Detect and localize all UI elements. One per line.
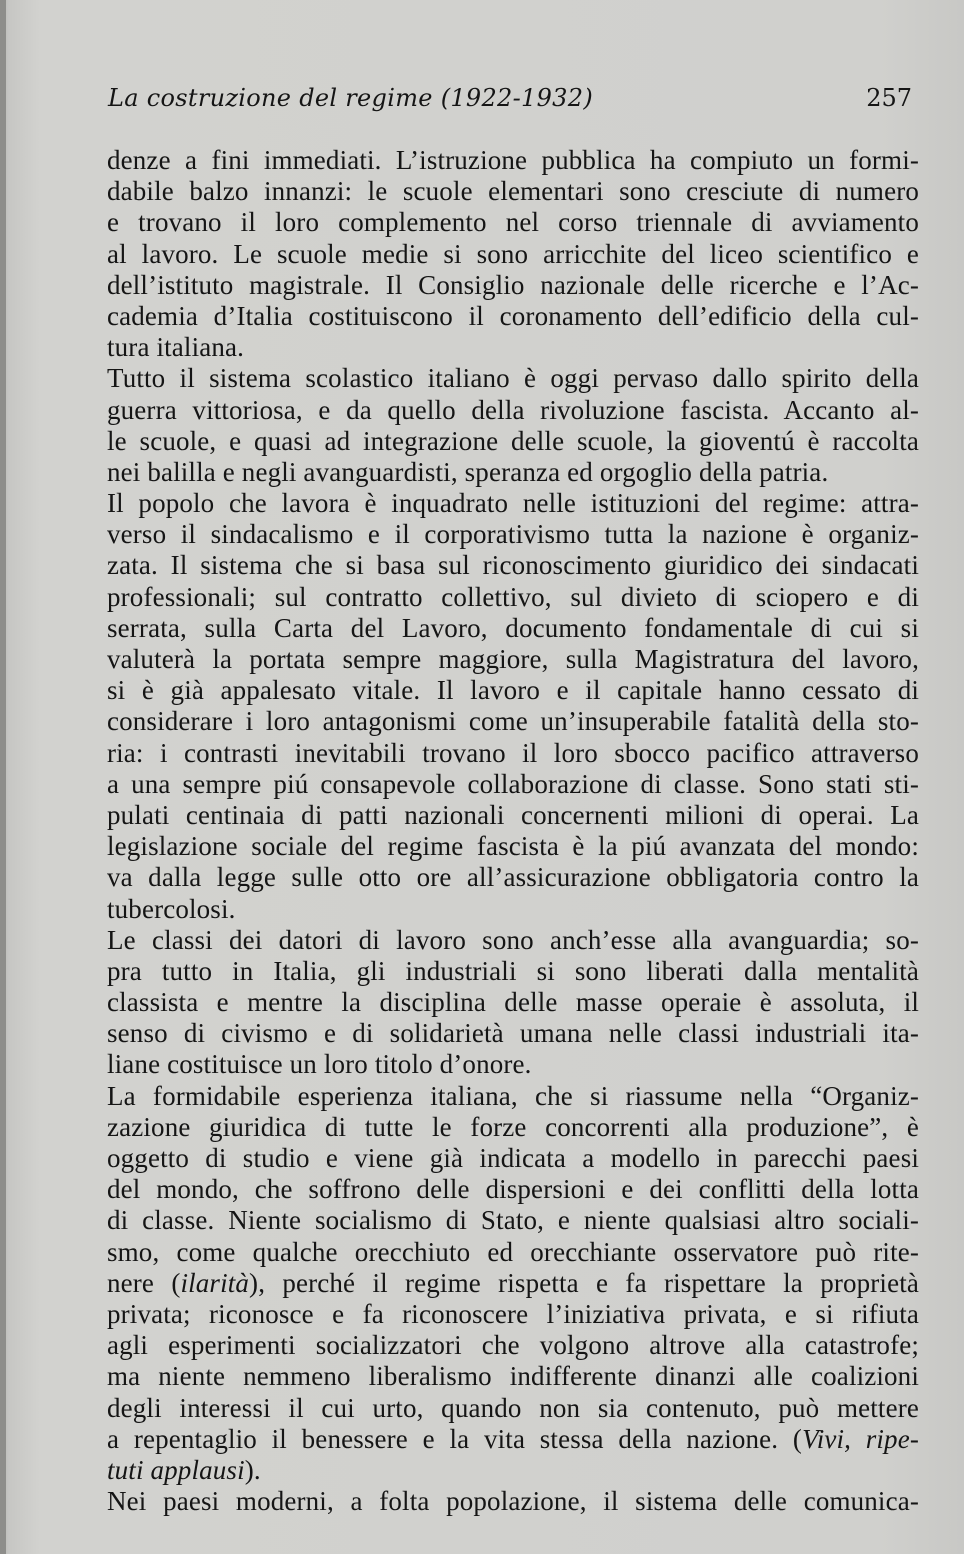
text-line: Nei paesi moderni, a folta popolazione, il sistema delle comunica- [107,1486,919,1517]
text-line [107,1424,919,1455]
italic-fragment: Vivi, ripe- [802,1423,919,1454]
text-line: va dalla legge sulle otto ore all’assicurazione obbligatoria contro la [107,862,919,893]
text-line: dabile balzo innanzi: le scuole elementari sono cresciute di numero [107,176,919,207]
text-line [107,1455,919,1486]
text-line: legislazione sociale del regime fascista è la piú avanzata del mondo: [107,831,919,862]
page-number: 257 [866,84,912,112]
text-line: di classe. Niente socialismo di Stato, e niente qualsiasi altro sociali- [107,1205,919,1236]
text-line: dell’istituto magistrale. Il Consiglio nazionale delle ricerche e l’Ac- [107,269,919,300]
text-line: ma niente nemmeno liberalismo indifferente dinanzi alle coalizioni [107,1361,919,1392]
text-line: privata; riconosce e fa riconoscere l’iniziativa privata, e si rifiuta [107,1298,919,1329]
text-line: professionali; sul contratto collettivo, sul divieto di sciopero e di [107,581,919,612]
text-line [107,1268,919,1299]
text-line: denze a fini immediati. L’istruzione pubblica ha compiuto un formi- [107,145,919,175]
text-line: liane costituisce un loro titolo d’onore. [107,1049,532,1080]
italic-fragment: ilarità [180,1267,250,1298]
text-line: La formidabile esperienza italiana, che si riassume nella “Organiz- [107,1080,919,1111]
text-line: Tutto il sistema scolastico italiano è oggi pervaso dallo spirito della [107,363,919,394]
text-line: ria: i contrasti inevitabili trovano il loro sbocco pacifico attraverso [107,737,919,768]
text-line: considerare i loro antagonismi come un’insuperabile fatalità della sto- [107,706,919,737]
running-header [108,82,912,114]
text-line: zata. Il sistema che si basa sul riconoscimento giuridico dei sindacati [107,550,919,581]
text-line: senso di civismo e di solidarietà umana nelle classi industriali ita- [107,1018,919,1049]
text-line: al lavoro. Le scuole medie si sono arricchite del liceo scientifico e [107,238,919,269]
italic-fragment: tuti applausi [107,1454,245,1485]
text-line: Le classi dei datori di lavoro sono anch’esse alla avanguardia; so- [107,924,919,955]
text-line: verso il sindacalismo e il corporativismo tutta la nazione è organiz- [107,519,919,550]
text-line: tura italiana. [107,332,245,363]
text-line: del mondo, che soffrono delle dispersioni e dei conflitti della lotta [107,1174,919,1205]
text-line: smo, come qualche orecchiuto ed orecchiante osservatore può rite- [107,1236,919,1267]
book-spine-shadow [0,0,6,1554]
text-line: oggetto di studio e viene già indicata a modello in parecchi paesi [107,1143,919,1173]
text-line: pulati centinaia di patti nazionali concernenti milioni di operai. La [107,799,919,830]
text-line: serrata, sulla Carta del Lavoro, documento fondamentale di cui si [107,612,919,643]
text-line: si è già appalesato vitale. Il lavoro e il capitale hanno cessato di [107,675,919,706]
text-line: valuterà la portata sempre maggiore, sulla Magistratura del lavoro, [107,644,919,674]
text-fragment: nere ( [107,1267,181,1298]
text-line: e trovano il loro complemento nel corso triennale di avviamento [107,207,919,238]
text-line: degli interessi il cui urto, quando non sia contenuto, può mettere [107,1392,919,1423]
text-line: agli esperimenti socializzatori che volgono altrove alla catastrofe; [107,1330,919,1361]
text-line: le scuole, e quasi ad integrazione delle scuole, la gioventú è raccolta [107,425,919,456]
text-line: nei balilla e negli avanguardisti, speranza ed orgoglio della patria. [107,456,829,487]
running-title: La costruzione del regime (1922-1932) [108,84,593,112]
text-line: a una sempre piú consapevole collaborazione di classe. Sono stati sti- [107,768,919,799]
text-line: Il popolo che lavora è inquadrato nelle istituzioni del regime: attra- [107,488,919,519]
text-fragment: ), perché il regime rispetta e fa rispettare la proprietà [249,1267,919,1298]
text-line: tubercolosi. [107,893,236,924]
text-line: pra tutto in Italia, gli industriali si sono liberati dalla mentalità [107,955,919,986]
text-fragment: a repentaglio il benessere e la vita stessa della nazione. ( [107,1423,803,1454]
text-line: guerra vittoriosa, e da quello della rivoluzione fascista. Accanto al- [107,394,919,425]
text-line: zazione giuridica di tutte le forze concorrenti alla produzione”, è [107,1111,919,1142]
text-line: cademia d’Italia costituiscono il coronamento dell’edificio della cul- [107,300,919,331]
text-line: classista e mentre la disciplina delle masse operaie è assoluta, il [107,987,919,1018]
body-text [107,145,919,1517]
text-fragment: ). [244,1454,261,1485]
